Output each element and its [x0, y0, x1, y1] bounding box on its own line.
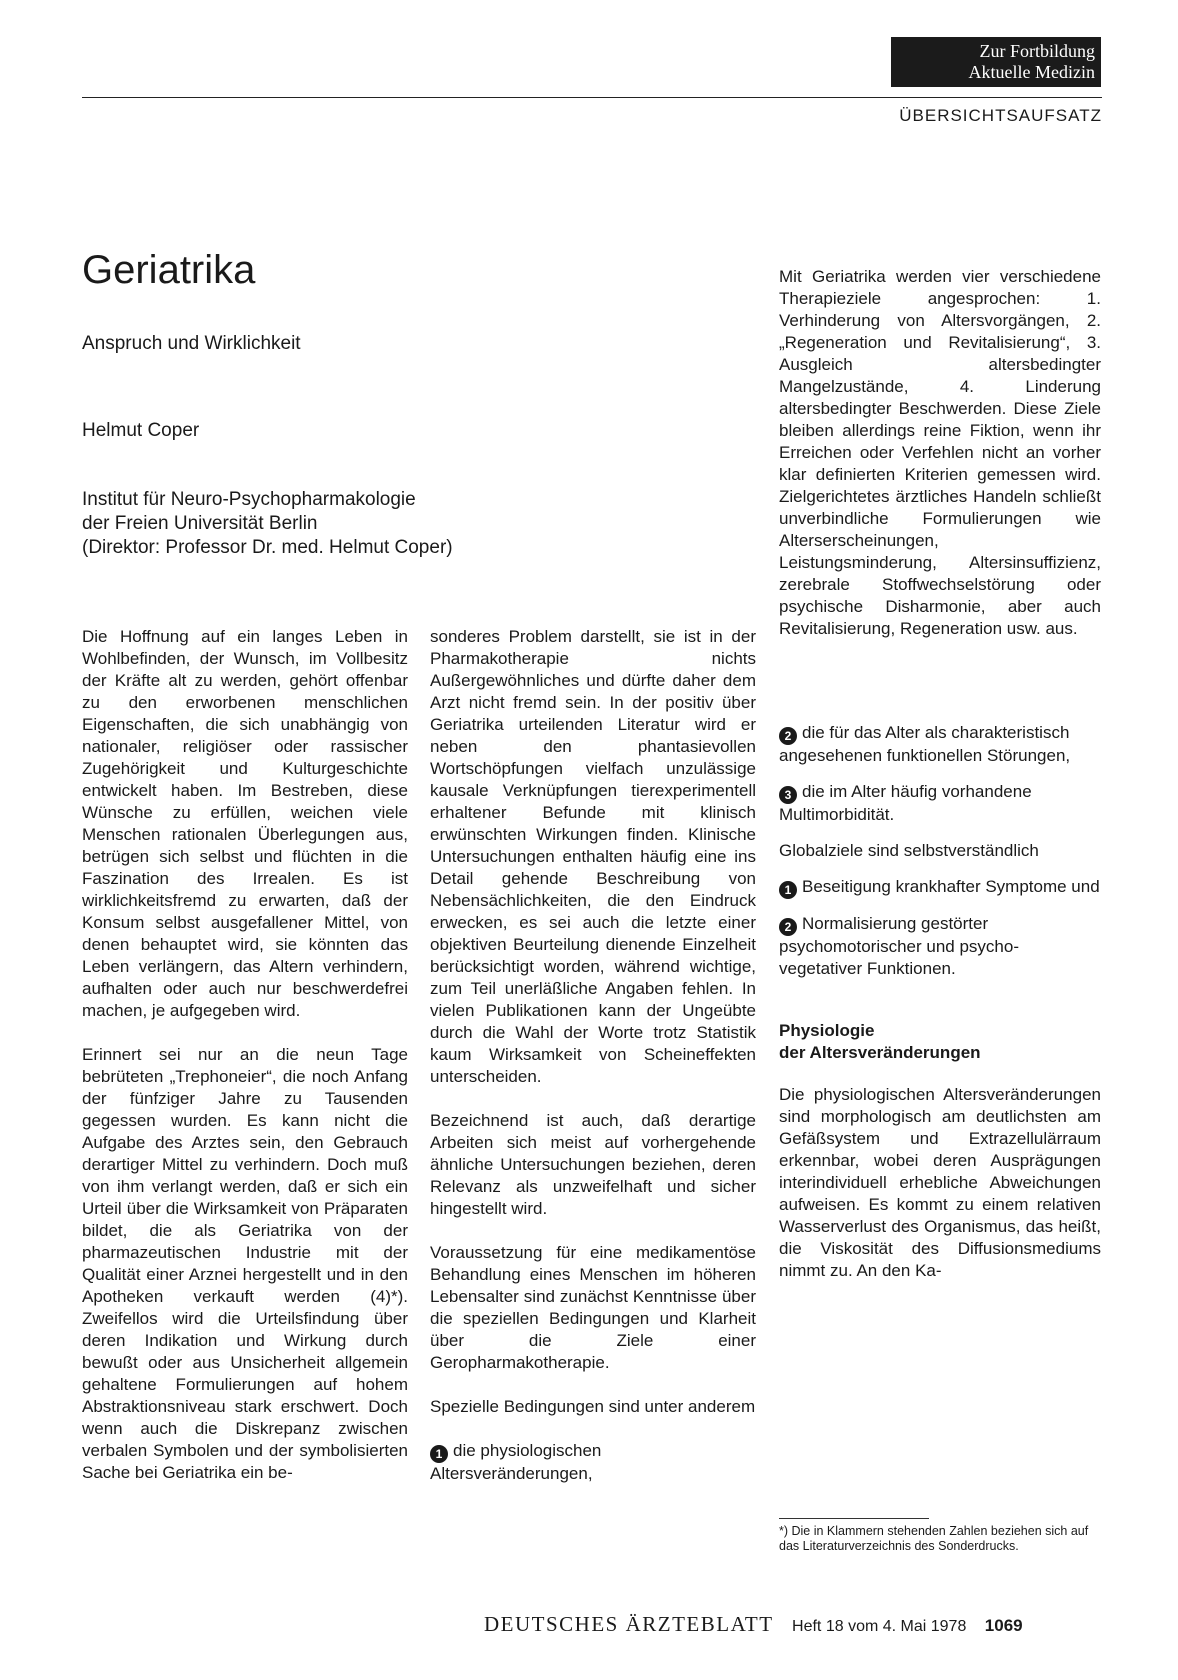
footnote-rule	[779, 1518, 929, 1519]
section-badge	[891, 37, 1101, 87]
paragraph: Spezielle Bedingungen sind unter anderem	[430, 1397, 756, 1416]
list-item-text: die für das Alter als charakteristisch angesehenen funktionellen Störungen,	[779, 723, 1071, 765]
list-item-text: die physiologischen Altersveränderungen,	[430, 1441, 602, 1483]
paragraph: sonderes Problem darstellt, sie ist in der Pharmakotherapie nichts Außergewöhnliches und dürfte daher dem Arzt nicht fremd sein. In der positiv über Geriatrika urteilenden Literatur wird er neben den phantasievollen Wortschöpfungen vielfach unzulässige kausale Verknüpfungen tierexperimentell erhaltener Befunde mit klinisch erwünschten Wirkungen finden. Klinische Untersuchungen enthalten häufig eine ins Detail gehende Beschreibung von Nebensächlichkeiten, die den Eindruck erwecken, es sei auch die letzte einer objektiven Beurteilung dienende Einzelheit berücksichtigt worden, während wichtige, zum Teil unerläßliche Angaben fehlen. In vielen Publikationen kann der Ungeübte durch die Wahl der Worte trotz Statistik kaum Wirksamkeit von Scheineffekten unterscheiden.	[430, 627, 756, 1086]
text-column-1	[82, 626, 408, 1506]
paragraph: Die Hoffnung auf ein langes Leben in Wohlbefinden, der Wunsch, im Vollbesitz der Kräfte alt zu werden, gehört offenbar zu den erworbenen menschlichen Eigenschaften, die sich unabhängig von nationaler, religiöser oder rassischer Zugehörigkeit und Kulturgeschichte entwickelt haben. Im Bestreben, diese Wünsche zu erfüllen, weichen viele Menschen rationalen Überlegungen aus, betrügen sich selbst und flüchten in die Faszination des Irrealen. Es ist wirklichkeitsfremd zu erwarten, daß der Konsum selbst ausgefallener Mittel, von denen behauptet wird, sie könnten das Leben verlängern, das Altern verhindern, aufhalten oder auch nur beschwerdefrei machen, je aufgegeben wird.	[82, 627, 408, 1020]
numbered-bullet-icon: 2	[779, 918, 797, 936]
page-number: 1069	[984, 1616, 1023, 1635]
paragraph: Die physiologischen Altersveränderungen sind morphologisch am deutlichsten am Gefäßsystem und Extrazellulärraum erkennbar, wobei deren Ausprägungen interindividuell erhebliche Abweichungen aufweisen. Es kommt zu einem relativen Wasserverlust des Organismus, das heißt, die Viskosität des Diffusionsmediums nimmt zu. An den Ka-	[779, 1085, 1101, 1280]
affiliation-line: (Direktor: Professor Dr. med. Helmut Coper)	[82, 537, 453, 558]
section-badge-line2: Aktuelle Medizin	[968, 62, 1095, 82]
section-heading-line: Physiologie	[779, 1021, 875, 1040]
section-badge-line1: Zur Fortbildung	[979, 41, 1095, 61]
article-type-kicker: ÜBERSICHTSAUFSATZ	[899, 106, 1102, 125]
header-rule	[82, 97, 1102, 98]
list-item-text: Normalisierung gestörter psychomotorischer und psycho-vegetativer Funktionen.	[779, 914, 1020, 978]
affiliation-line: der Freien Universität Berlin	[82, 513, 318, 534]
article-title: Geriatrika	[82, 248, 256, 292]
journal-name: DEUTSCHES ÄRZTEBLATT	[484, 1612, 774, 1636]
list-item-goal-2	[779, 913, 1101, 980]
section-heading-line: der Altersveränderungen	[779, 1043, 981, 1062]
issue-info: Heft 18 vom 4. Mai 1978	[792, 1618, 967, 1635]
numbered-bullet-icon: 3	[779, 786, 797, 804]
list-item-condition-2	[779, 722, 1101, 767]
list-item-condition-3	[779, 781, 1101, 826]
paragraph: Mit Geriatrika werden vier verschiedene Therapieziele angesprochen: 1. Verhinderung von Altersvorgängen, 2. „Regeneration und Revitalisierung“, 3. Ausgleich altersbedingter Mangelzustände, 4. Linderung altersbedingter Beschwerden. Diese Ziele bleiben allerdings reine Fiktion, wenn ihr Erreichen oder Verfehlen nicht an vorher klar definierten Kriterien gemessen wird. Zielgerichtetes ärztliches Handeln schließt unverbindliche Formulierungen wie Alterserscheinungen, Leistungsminderung, Altersinsuffizienz, zerebrale Stoffwechselstörung oder psychische Disharmonie, aber auch Revitalisierung, Regeneration usw. aus.	[779, 267, 1101, 638]
paragraph: Bezeichnend ist auch, daß derartige Arbeiten sich meist auf vorhergehende ähnliche Untersuchungen beziehen, deren Relevanz als unzweifelhaft und sicher hingestellt wird.	[430, 1111, 756, 1218]
article-subtitle: Anspruch und Wirklichkeit	[82, 333, 301, 354]
list-item-condition-1	[430, 1440, 756, 1485]
numbered-bullet-icon: 1	[779, 881, 797, 899]
section-heading	[779, 1020, 1101, 1064]
paragraph: Voraussetzung für eine medikamentöse Behandlung eines Menschen im höheren Lebensalter sind zunächst Kenntnisse über die speziellen Bedingungen und Klarheit über die Ziele einer Geropharmakotherapie.	[430, 1243, 756, 1372]
text-column-3	[779, 266, 1101, 1304]
author-affiliation	[82, 488, 453, 560]
numbered-bullet-icon: 2	[779, 727, 797, 745]
list-item-text: die im Alter häufig vorhandene Multimorbidität.	[779, 782, 1032, 824]
paragraph: Globalziele sind selbstverständlich	[779, 841, 1039, 860]
numbered-bullet-icon: 1	[430, 1445, 448, 1463]
footnote: *) Die in Klammern stehenden Zahlen beziehen sich auf das Literaturverzeichnis des Sonderdrucks.	[779, 1524, 1089, 1553]
list-item-goal-1	[779, 876, 1101, 899]
page-footer	[484, 1612, 1023, 1637]
list-item-text: Beseitigung krankhafter Symptome und	[802, 877, 1100, 896]
paragraph: Erinnert sei nur an die neun Tage bebrüteten „Trephoneier“, die noch Anfang der fünfziger Jahre zu Tausenden gegessen wurden. Es kann nicht die Aufgabe des Arztes sein, den Gebrauch derartiger Mittel zu verhindern. Doch muß von ihm verlangt werden, daß er sich ein Urteil über die Wirksamkeit von Präparaten bildet, die als Geriatrika von der pharmazeutischen Industrie mit der Qualität einer Arznei hergestellt und in den Apotheken verkauft werden (4)*). Zweifellos wird die Urteilsfindung über deren Indikation und Wirkung durch bewußt oder aus Unsicherheit allgemein gehaltene Formulierungen auf hohem Abstraktionsniveau stark erschwert. Doch wenn auch die Diskrepanz zwischen verbalen Symbolen und der symbolisierten Sache bei Geriatrika ein be-	[82, 1045, 408, 1482]
affiliation-line: Institut für Neuro-Psychopharmakologie	[82, 489, 416, 510]
article-author: Helmut Coper	[82, 420, 200, 441]
text-column-2	[430, 626, 756, 1499]
